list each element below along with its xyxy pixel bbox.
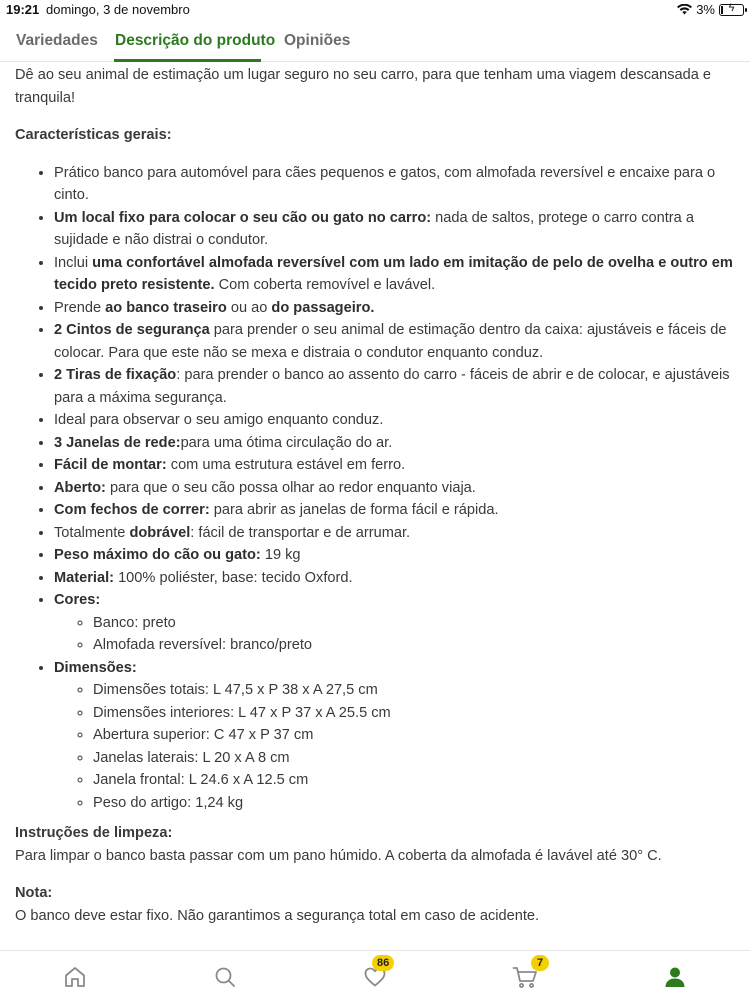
cart-count-badge: 7 <box>531 955 549 971</box>
status-bar <box>0 0 750 22</box>
nav-cart-button[interactable] <box>511 957 544 991</box>
colors-list <box>54 612 737 657</box>
active-tab-indicator <box>114 59 261 62</box>
note-section <box>15 882 737 927</box>
status-date: domingo, 3 de novembro <box>46 2 190 17</box>
nav-account-button[interactable] <box>661 963 689 991</box>
battery-icon: ϟ <box>719 4 744 16</box>
product-description <box>15 64 737 942</box>
list-item: • Fácil de montar: com uma estrutura estável em ferro. <box>54 454 737 477</box>
list-item: • Aberto: para que o seu cão possa olhar ao redor enquanto viaja. <box>54 477 737 500</box>
list-item: ◦ Peso do artigo: 1,24 kg <box>93 792 737 815</box>
user-icon <box>663 965 687 989</box>
list-item: ◦ Janela frontal: L 24.6 x A 12.5 cm <box>93 769 737 792</box>
tab-descricao[interactable]: Descrição do produto <box>115 32 276 49</box>
dimensions-list <box>54 679 737 814</box>
cleaning-section <box>15 822 737 867</box>
list-item: ◦ Janelas laterais: L 20 x A 8 cm <box>93 747 737 770</box>
tab-variedades[interactable]: Variedades <box>16 32 98 49</box>
bottom-nav <box>0 950 750 1000</box>
list-item: • Inclui uma confortável almofada reversível com um lado em imitação de pelo de ovelha e outro em tecido preto resistente. Com coberta removível e lavável. <box>54 252 737 297</box>
nav-wishlist-button[interactable] <box>361 957 390 991</box>
list-item: • 3 Janelas de rede:para uma ótima circulação do ar. <box>54 432 737 455</box>
list-item: • Prende ao banco traseiro ou ao do passageiro. <box>54 297 737 320</box>
list-item: • Com fechos de correr: para abrir as janelas de forma fácil e rápida. <box>54 499 737 522</box>
list-item: • 2 Cintos de segurança para prender o seu animal de estimação dentro da caixa: ajustáveis e fáceis de colocar. Para que este não se mexa e distraia o condutor enquanto conduz. <box>54 319 737 364</box>
product-tabs <box>0 24 750 62</box>
list-item: • Peso máximo do cão ou gato: 19 kg <box>54 544 737 567</box>
list-item-dimensions: • Dimensões: ◦ Dimensões totais: L 47,5 x P 38 x A 27,5 cm ◦ Dimensões interiores: L 47 x P 37 x A 25.5 cm ◦ Abertura superior: C 47 x P 37 cm ◦ Janelas laterais: L 20 x A 8 cm ◦ Janela frontal: L 24.6 x A 12.5 cm ◦ Peso do artigo: 1,24 kg <box>54 657 737 815</box>
tab-opinioes[interactable]: Opiniões <box>284 32 351 49</box>
cleaning-text: Para limpar o banco basta passar com um pano húmido. A coberta da almofada é lavável até 30° C. <box>15 847 662 864</box>
note-title: Nota: <box>15 885 53 901</box>
home-icon <box>63 965 87 989</box>
list-item: • Material: 100% poliéster, base: tecido Oxford. <box>54 567 737 590</box>
list-item: ◦ Abertura superior: C 47 x P 37 cm <box>93 724 737 747</box>
cleaning-title: Instruções de limpeza: <box>15 825 173 841</box>
nav-search-button[interactable] <box>211 963 239 991</box>
list-item: • 2 Tiras de fixação: para prender o banco ao assento do carro - fáceis de abrir e de colocar, e ajustáveis para a máxima segurança. <box>54 364 737 409</box>
list-item: • Um local fixo para colocar o seu cão ou gato no carro: nada de saltos, protege o carro contra a sujidade e não distrai o condutor. <box>54 207 737 252</box>
list-item: ◦ Banco: preto <box>93 612 737 635</box>
features-list <box>15 162 737 815</box>
intro-text: Dê ao seu animal de estimação um lugar seguro no seu carro, para que tenham uma viagem descansada e tranquila! <box>15 67 712 106</box>
list-item: ◦ Dimensões interiores: L 47 x P 37 x A 25.5 cm <box>93 702 737 725</box>
status-time: 19:21 <box>6 2 40 17</box>
list-item: • Totalmente dobrável: fácil de transportar e de arrumar. <box>54 522 737 545</box>
note-text: O banco deve estar fixo. Não garantimos a segurança total em caso de acidente. <box>15 907 540 924</box>
battery-percent: 3% <box>696 2 715 17</box>
list-item: ◦ Almofada reversível: branco/preto <box>93 634 737 657</box>
list-item: ◦ Dimensões totais: L 47,5 x P 38 x A 27,5 cm <box>93 679 737 702</box>
wishlist-count-badge: 86 <box>372 955 394 971</box>
list-item-colors: • Cores: ◦ Banco: preto ◦ Almofada reversível: branco/preto <box>54 589 737 657</box>
wifi-icon <box>677 4 692 15</box>
features-title: Características gerais: <box>15 127 172 143</box>
search-icon <box>213 965 237 989</box>
list-item: • Prático banco para automóvel para cães pequenos e gatos, com almofada reversível e encaixe para o cinto. <box>54 162 737 207</box>
list-item: • Ideal para observar o seu amigo enquanto conduz. <box>54 409 737 432</box>
status-right <box>677 2 744 17</box>
nav-home-button[interactable] <box>61 963 89 991</box>
